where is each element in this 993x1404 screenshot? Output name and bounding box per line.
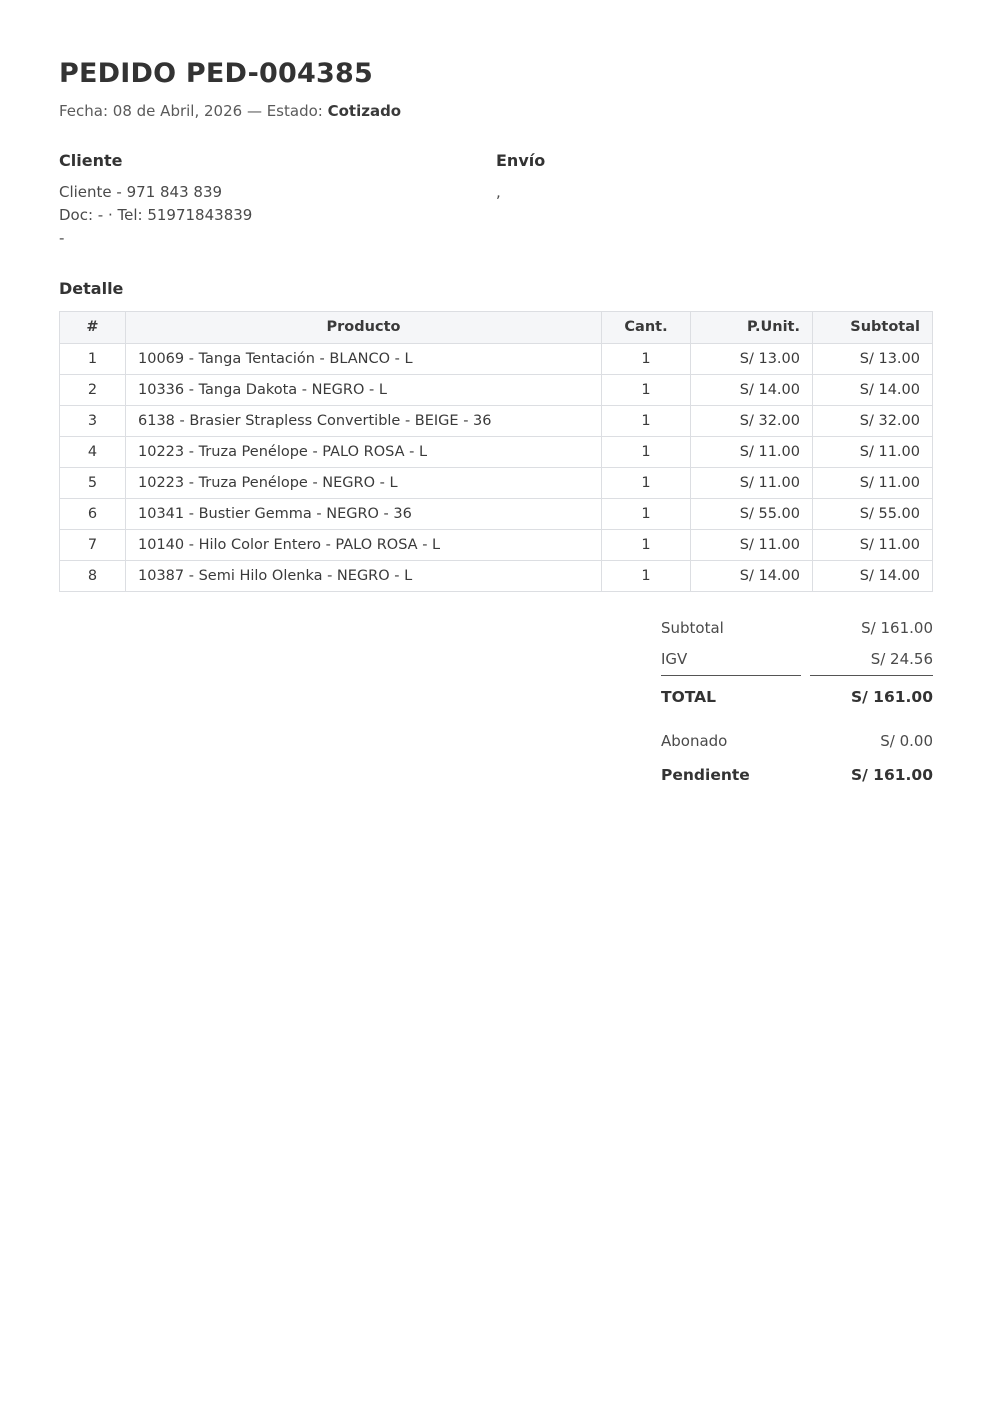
totals-gap [801, 757, 810, 791]
product-cell: 6138 - Brasier Strapless Convertible - BEIGE - 36 [126, 406, 602, 437]
subtotal-cell: S/ 11.00 [813, 437, 933, 468]
col-header-product: Producto [126, 312, 602, 344]
subtotal-row [661, 613, 933, 644]
quantity-cell: 1 [602, 437, 691, 468]
row-index-cell: 5 [60, 468, 126, 499]
col-header-quantity: Cant. [602, 312, 691, 344]
table-row [60, 406, 933, 437]
status-badge: Cotizado [327, 102, 402, 120]
totals-gap [801, 715, 810, 757]
client-block [59, 151, 496, 250]
subtotal-cell: S/ 55.00 [813, 499, 933, 530]
totals-section [59, 613, 933, 791]
igv-value: S/ 24.56 [870, 650, 933, 668]
shipping-block [496, 151, 933, 250]
items-table-header [60, 312, 933, 344]
totals-table [661, 613, 933, 791]
row-index-cell: 6 [60, 499, 126, 530]
quantity-cell: 1 [602, 468, 691, 499]
row-index-cell: 7 [60, 530, 126, 561]
items-table [59, 311, 933, 592]
abonado-value: S/ 0.00 [880, 732, 933, 750]
subtotal-label: Subtotal [661, 619, 724, 637]
table-row [60, 344, 933, 375]
client-extra: - [59, 229, 65, 247]
subtotal-cell: S/ 32.00 [813, 406, 933, 437]
unit-price-cell: S/ 14.00 [691, 375, 813, 406]
igv-row [661, 644, 933, 676]
unit-price-cell: S/ 11.00 [691, 530, 813, 561]
total-label: TOTAL [661, 676, 801, 716]
header-row [60, 312, 933, 344]
totals-gap [801, 613, 810, 644]
total-value: S/ 161.00 [810, 676, 933, 716]
subtotal-cell: S/ 14.00 [813, 561, 933, 592]
table-row [60, 468, 933, 499]
product-cell: 10223 - Truza Penélope - PALO ROSA - L [126, 437, 602, 468]
quantity-cell: 1 [602, 499, 691, 530]
unit-price-cell: S/ 14.00 [691, 561, 813, 592]
table-row [60, 530, 933, 561]
totals-gap [801, 644, 810, 676]
subtotal-value: S/ 161.00 [861, 619, 933, 637]
abonado-row [661, 715, 933, 757]
product-cell: 10341 - Bustier Gemma - NEGRO - 36 [126, 499, 602, 530]
quantity-cell: 1 [602, 530, 691, 561]
row-index-cell: 4 [60, 437, 126, 468]
product-cell: 10223 - Truza Penélope - NEGRO - L [126, 468, 602, 499]
client-shipping-section [59, 151, 933, 250]
subtotal-cell: S/ 13.00 [813, 344, 933, 375]
product-cell: 10069 - Tanga Tentación - BLANCO - L [126, 344, 602, 375]
page-title: PEDIDO PED-004385 [59, 58, 373, 89]
row-index-cell: 8 [60, 561, 126, 592]
col-header-unit-price: P.Unit. [691, 312, 813, 344]
subtotal-cell: S/ 11.00 [813, 530, 933, 561]
quantity-cell: 1 [602, 406, 691, 437]
shipping-heading: Envío [496, 151, 546, 170]
table-row [60, 561, 933, 592]
quantity-cell: 1 [602, 344, 691, 375]
table-row [60, 499, 933, 530]
totals-gap [801, 676, 810, 716]
total-row [661, 676, 933, 716]
unit-price-cell: S/ 55.00 [691, 499, 813, 530]
order-meta [59, 102, 933, 120]
quantity-cell: 1 [602, 375, 691, 406]
row-index-cell: 3 [60, 406, 126, 437]
row-index-cell: 1 [60, 344, 126, 375]
quantity-cell: 1 [602, 561, 691, 592]
pendiente-row [661, 757, 933, 791]
table-row [60, 375, 933, 406]
unit-price-cell: S/ 32.00 [691, 406, 813, 437]
detail-heading: Detalle [59, 279, 124, 298]
row-index-cell: 2 [60, 375, 126, 406]
client-heading: Cliente [59, 151, 123, 170]
igv-label: IGV [661, 650, 688, 668]
client-name-phone: Cliente - 971 843 839 [59, 183, 223, 201]
col-header-index: # [60, 312, 126, 344]
subtotal-cell: S/ 11.00 [813, 468, 933, 499]
table-row [60, 437, 933, 468]
product-cell: 10336 - Tanga Dakota - NEGRO - L [126, 375, 602, 406]
unit-price-cell: S/ 11.00 [691, 468, 813, 499]
client-doc-tel: Doc: - · Tel: 51971843839 [59, 206, 253, 224]
items-table-body [60, 344, 933, 592]
abonado-label: Abonado [661, 732, 728, 750]
pendiente-value: S/ 161.00 [850, 766, 933, 784]
product-cell: 10140 - Hilo Color Entero - PALO ROSA - L [126, 530, 602, 561]
unit-price-cell: S/ 13.00 [691, 344, 813, 375]
col-header-subtotal: Subtotal [813, 312, 933, 344]
unit-price-cell: S/ 11.00 [691, 437, 813, 468]
pendiente-label: Pendiente [661, 766, 750, 784]
order-date-and-status-label: Fecha: 08 de Abril, 2026 — Estado: [59, 102, 328, 120]
product-cell: 10387 - Semi Hilo Olenka - NEGRO - L [126, 561, 602, 592]
subtotal-cell: S/ 14.00 [813, 375, 933, 406]
shipping-address: , [496, 183, 501, 201]
